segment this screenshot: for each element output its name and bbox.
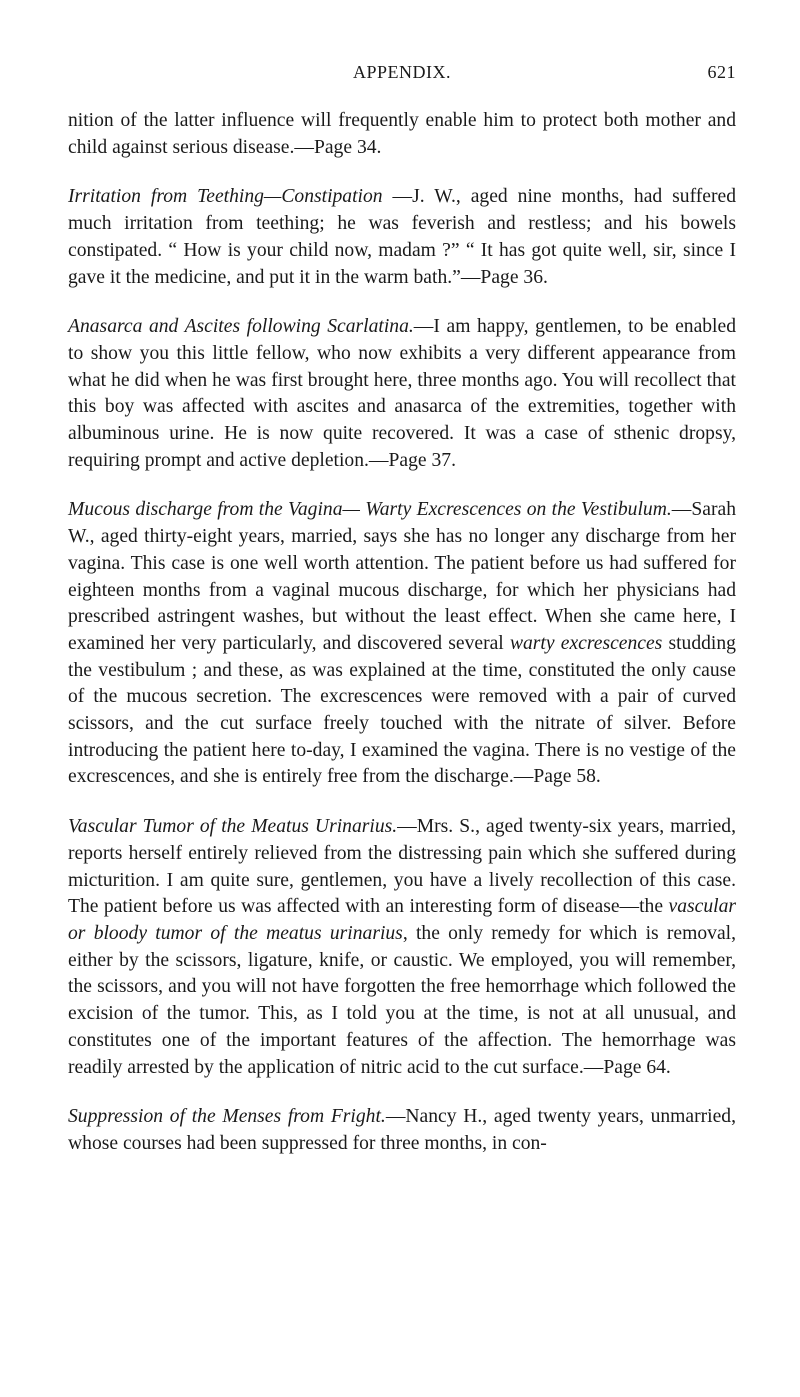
case-heading: Anasarca and Ascites following Scarlatina. [68, 316, 414, 338]
case-heading: Mucous discharge from the Vagina— Warty Excrescences on the Vestibulum. [68, 499, 672, 521]
book-page [68, 62, 736, 1181]
paragraph [68, 108, 736, 161]
paragraph [68, 314, 736, 474]
paragraph [68, 184, 736, 291]
paragraph [68, 497, 736, 791]
running-head [68, 62, 736, 86]
page-number: 621 [707, 62, 736, 82]
paragraph-text: —Sarah W., aged thirty-eight years, married, says she has no longer any discharge from her vagina. This case is one well worth attention. The patient before us had suffered for eighteen months from a vaginal mucous discharge, for which her physicians had prescribed astringent washes, but without the least effect. When she came here, I examined her very particularly, and discovered several [68, 499, 736, 654]
paragraph-text: —J. W., aged nine months, had suffered much irritation from teething; he was feverish and restless; and his bowels constipated. “ How is your child now, madam ?” “ It has got quite well, sir, since I gave it the medicine, and put it in the warm bath.”—Page 36. [68, 186, 736, 288]
paragraph-text: —Mrs. S., aged twenty-six years, married, reports herself entirely relieved from the distressing pain which she suffered during micturition. I am quite sure, gentlemen, you have a lively recollection of this case. The patient before us was affected with an interesting form of disease—the [68, 816, 736, 918]
case-heading: Irritation from Teething—Constipation [68, 186, 383, 208]
case-heading: Suppression of the Menses from Fright. [68, 1106, 386, 1128]
paragraph [68, 814, 736, 1081]
paragraph-text: studding the vestibulum ; and these, as was explained at the time, constituted the only cause of the mucous secretion. The excrescences were removed with a pair of curved scissors, and the cut surface freely touched with the nitrate of silver. Before introducing the patient here to-day, I examined the vagina. There is no vestige of the excrescences, and she is entirely free from the discharge.—Page 58. [68, 632, 736, 788]
body-text [68, 108, 736, 1158]
paragraph-text: —Nancy H., aged twenty years, unmarried, whose courses had been suppressed for three months, in con- [68, 1106, 736, 1154]
paragraph [68, 1104, 736, 1157]
paragraph-text: nition of the latter influence will frequently enable him to protect both mother and child against serious disease.—Page 34. [68, 110, 736, 158]
paragraph-text: —I am happy, gentlemen, to be enabled to show you this little fellow, who now exhibits a very different appearance from what he did when he was first brought here, three months ago. You will recollect that this boy was affected with ascites and anasarca of the extremities, together with albuminous urine. He is now quite recovered. It was a case of sthenic dropsy, requiring prompt and active depletion.—Page 37. [68, 316, 736, 471]
paragraph-text: , the only remedy for which is removal, either by the scissors, ligature, knife, or caustic. We employed, you will remember, the scissors, and you will not have forgotten the free hemorrhage which followed the excision of the tumor. This, as I told you at the time, is not at all unusual, and constitutes one of the important features of the affection. The hemorrhage was readily arrested by the application of nitric acid to the cut surface.—Page 64. [68, 922, 737, 1078]
emphasized-term: vascular or bloody tumor of the meatus urinarius [68, 896, 736, 944]
emphasized-term: warty excrescences [509, 632, 663, 654]
running-head-title: APPENDIX. [352, 62, 451, 82]
case-heading: Vascular Tumor of the Meatus Urinarius. [68, 816, 398, 838]
